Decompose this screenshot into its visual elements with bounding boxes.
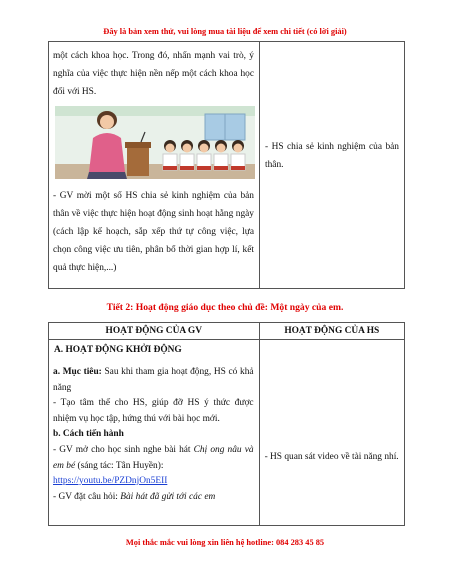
objective-paragraph (49, 365, 259, 396)
teacher-paragraph: một cách khoa học. Trong đó, nhấn mạnh vai trò, ý nghĩa của việc thực hiện nền nếp một cách khoa học đối với HS. (53, 51, 254, 97)
step-1-composer: (sáng tác: Tân Huyền): (75, 460, 164, 471)
objective-label: a. Mục tiêu: (53, 367, 102, 377)
step-2-text: - GV đặt câu hỏi: (53, 491, 121, 502)
section-title: Tiết 2: Hoạt động giáo dục theo chủ đề: Một ngày của em. (106, 302, 344, 313)
teacher-paragraph-2: - GV mời một số HS chia sẻ kinh nghiệm của bản thân về việc thực hiện hoạt động sinh hoạt hằng ngày (cách lập kế hoạch, sắp xếp thứ tự công việc, lựa chọn công việc ưu tiên, phân bổ thời gian hợp lí, kết quả thực hiện,...) (53, 191, 254, 273)
step-2 (49, 490, 259, 506)
link-paragraph (49, 474, 259, 490)
classroom-illustration (55, 106, 255, 179)
section-a-heading: A. HOẠT ĐỘNG KHỞI ĐỘNG (54, 345, 182, 355)
preview-banner: Đây là bản xem thử, vui lòng mua tài liệu để xem chi tiết (có lời giải) (103, 27, 347, 36)
teacher-activity-cell (49, 42, 260, 289)
header-student: HOẠT ĐỘNG CỦA HS (259, 323, 404, 340)
student-activity-cell (259, 340, 404, 526)
activity-table-continued (48, 41, 405, 289)
song-title: Chị ong nâu và em bé (53, 444, 254, 471)
hotline-banner: Mọi thắc mắc vui lòng xin liên hệ hotline: 084 283 45 85 (125, 538, 325, 547)
step-1-text: - GV mở cho học sinh nghe bài hát (53, 444, 194, 455)
activity-table (48, 322, 405, 526)
objective-text: Sau khi tham gia hoạt động, HS có khả năng (53, 367, 254, 393)
video-link[interactable]: https://youtu.be/PZDnjOn5EII (53, 476, 168, 487)
step-1 (49, 443, 259, 474)
header-teacher: HOẠT ĐỘNG CỦA GV (49, 323, 260, 340)
step-2-question: Bài hát đã gửi tới các em (120, 491, 216, 502)
objective-detail: - Tạo tâm thế cho HS, giúp đỡ HS ý thức được nhiệm vụ học tập, hứng thú với bài học mới. (53, 398, 254, 424)
student-activity-cell (260, 42, 405, 289)
procedure-heading: b. Cách tiến hành (53, 429, 124, 440)
student-paragraph: - HS chia sẻ kinh nghiệm của bản thân. (265, 142, 399, 170)
student-step-1: - HS quan sát video về tài năng nhí. (264, 452, 399, 462)
teacher-activity-cell (49, 340, 260, 526)
